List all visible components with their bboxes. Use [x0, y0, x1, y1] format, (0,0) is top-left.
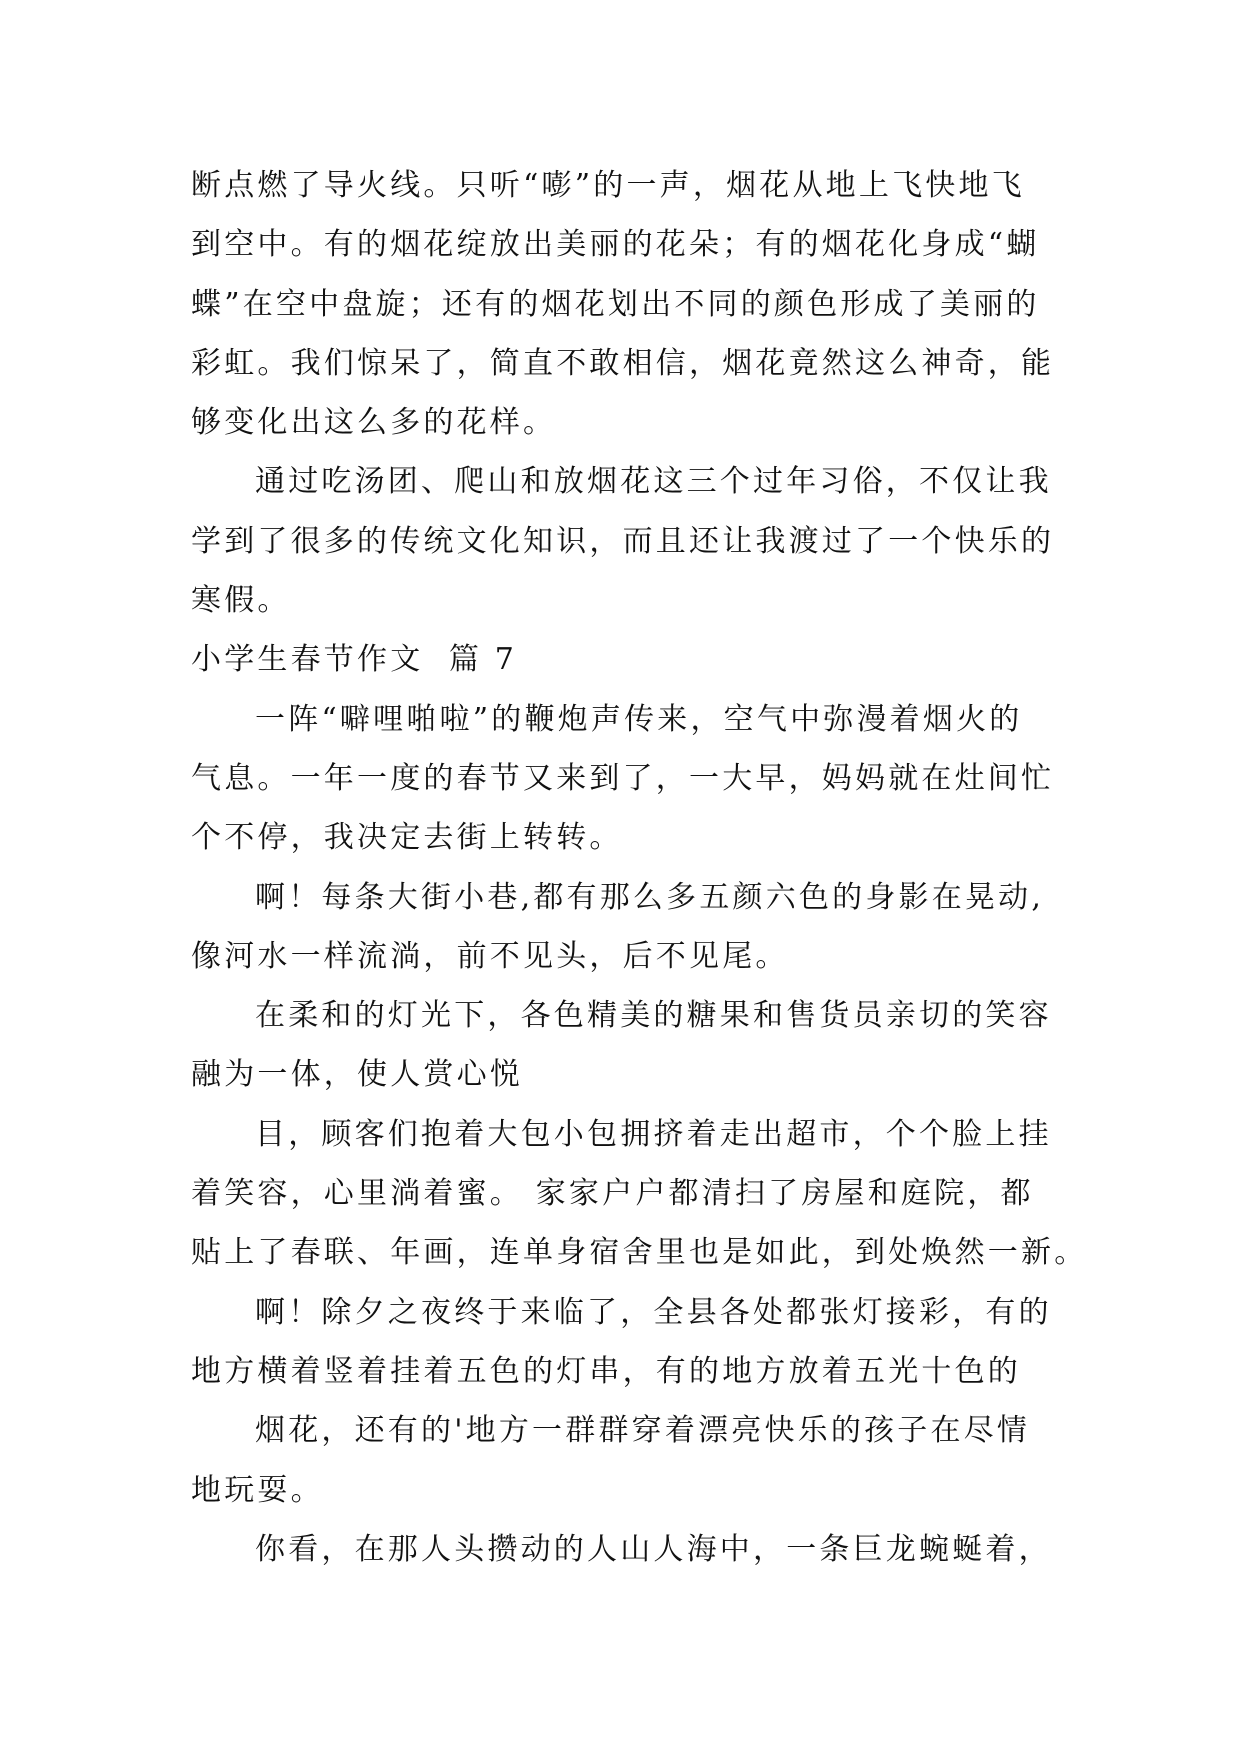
text-line: 寒假。: [191, 583, 291, 619]
paragraph-first-line: 在柔和的灯光下，各色精美的糖果和售货员亲切的笑容: [255, 998, 1052, 1034]
paragraph-first-line: 目，顾客们抱着大包小包拥挤着走出超市，个个脸上挂: [255, 1116, 1052, 1152]
paragraph-first-line: 通过吃汤团、爬山和放烟花这三个过年习俗，不仅让我: [255, 464, 1052, 500]
text-line: 地玩耍。: [191, 1472, 324, 1508]
text-line: 贴上了春联、年画，连单身宿舍里也是如此，到处焕然一新。: [191, 1235, 1088, 1271]
text-line: 断点燃了导火线。只听“嘭”的一声，烟花从地上飞快地飞: [191, 168, 1025, 203]
text-line: 融为一体，使人赏心悦: [191, 1057, 523, 1093]
text-line: 彩虹。我们惊呆了，简直不敢相信，烟花竟然这么神奇，能: [191, 345, 1055, 381]
section-heading: 小学生春节作文 篇 7: [191, 642, 518, 678]
text-line: 到空中。有的烟花绽放出美丽的花朵；有的烟花化身成“蝴: [191, 227, 1040, 263]
paragraph-first-line: 啊！除夕之夜终于来临了，全县各处都张灯接彩，有的: [255, 1294, 1052, 1330]
paragraph-first-line: 一阵“噼哩啪啦”的鞭炮声传来，空气中弥漫着烟火的: [255, 701, 1023, 737]
text-line: 地方横着竖着挂着五色的灯串，有的地方放着五光十色的: [191, 1353, 1021, 1389]
paragraph-first-line: 啊！每条大街小巷,都有那么多五颜六色的身影在晃动,: [255, 879, 1045, 915]
text-line: 气息。一年一度的春节又来到了，一大早，妈妈就在灶间忙: [191, 760, 1055, 796]
text-line: 够变化出这么多的花样。: [191, 405, 557, 441]
text-line: 像河水一样流淌，前不见头，后不见尾。: [191, 938, 789, 974]
text-line: 个不停，我决定去街上转转。: [191, 820, 623, 856]
document-body: [191, 156, 1088, 1579]
text-line: 学到了很多的传统文化知识，而且还让我渡过了一个快乐的: [191, 523, 1055, 559]
paragraph-first-line: 烟花，还有的'地方一群群穿着漂亮快乐的孩子在尽情: [255, 1413, 1031, 1449]
text-line: 蝶”在空中盘旋；还有的烟花划出不同的颜色形成了美丽的: [191, 286, 1040, 322]
paragraph-first-line: 你看，在那人头攒动的人山人海中，一条巨龙蜿蜒着，: [255, 1531, 1052, 1567]
text-line: 着笑容，心里淌着蜜。 家家户户都清扫了房屋和庭院，都: [191, 1176, 1034, 1212]
